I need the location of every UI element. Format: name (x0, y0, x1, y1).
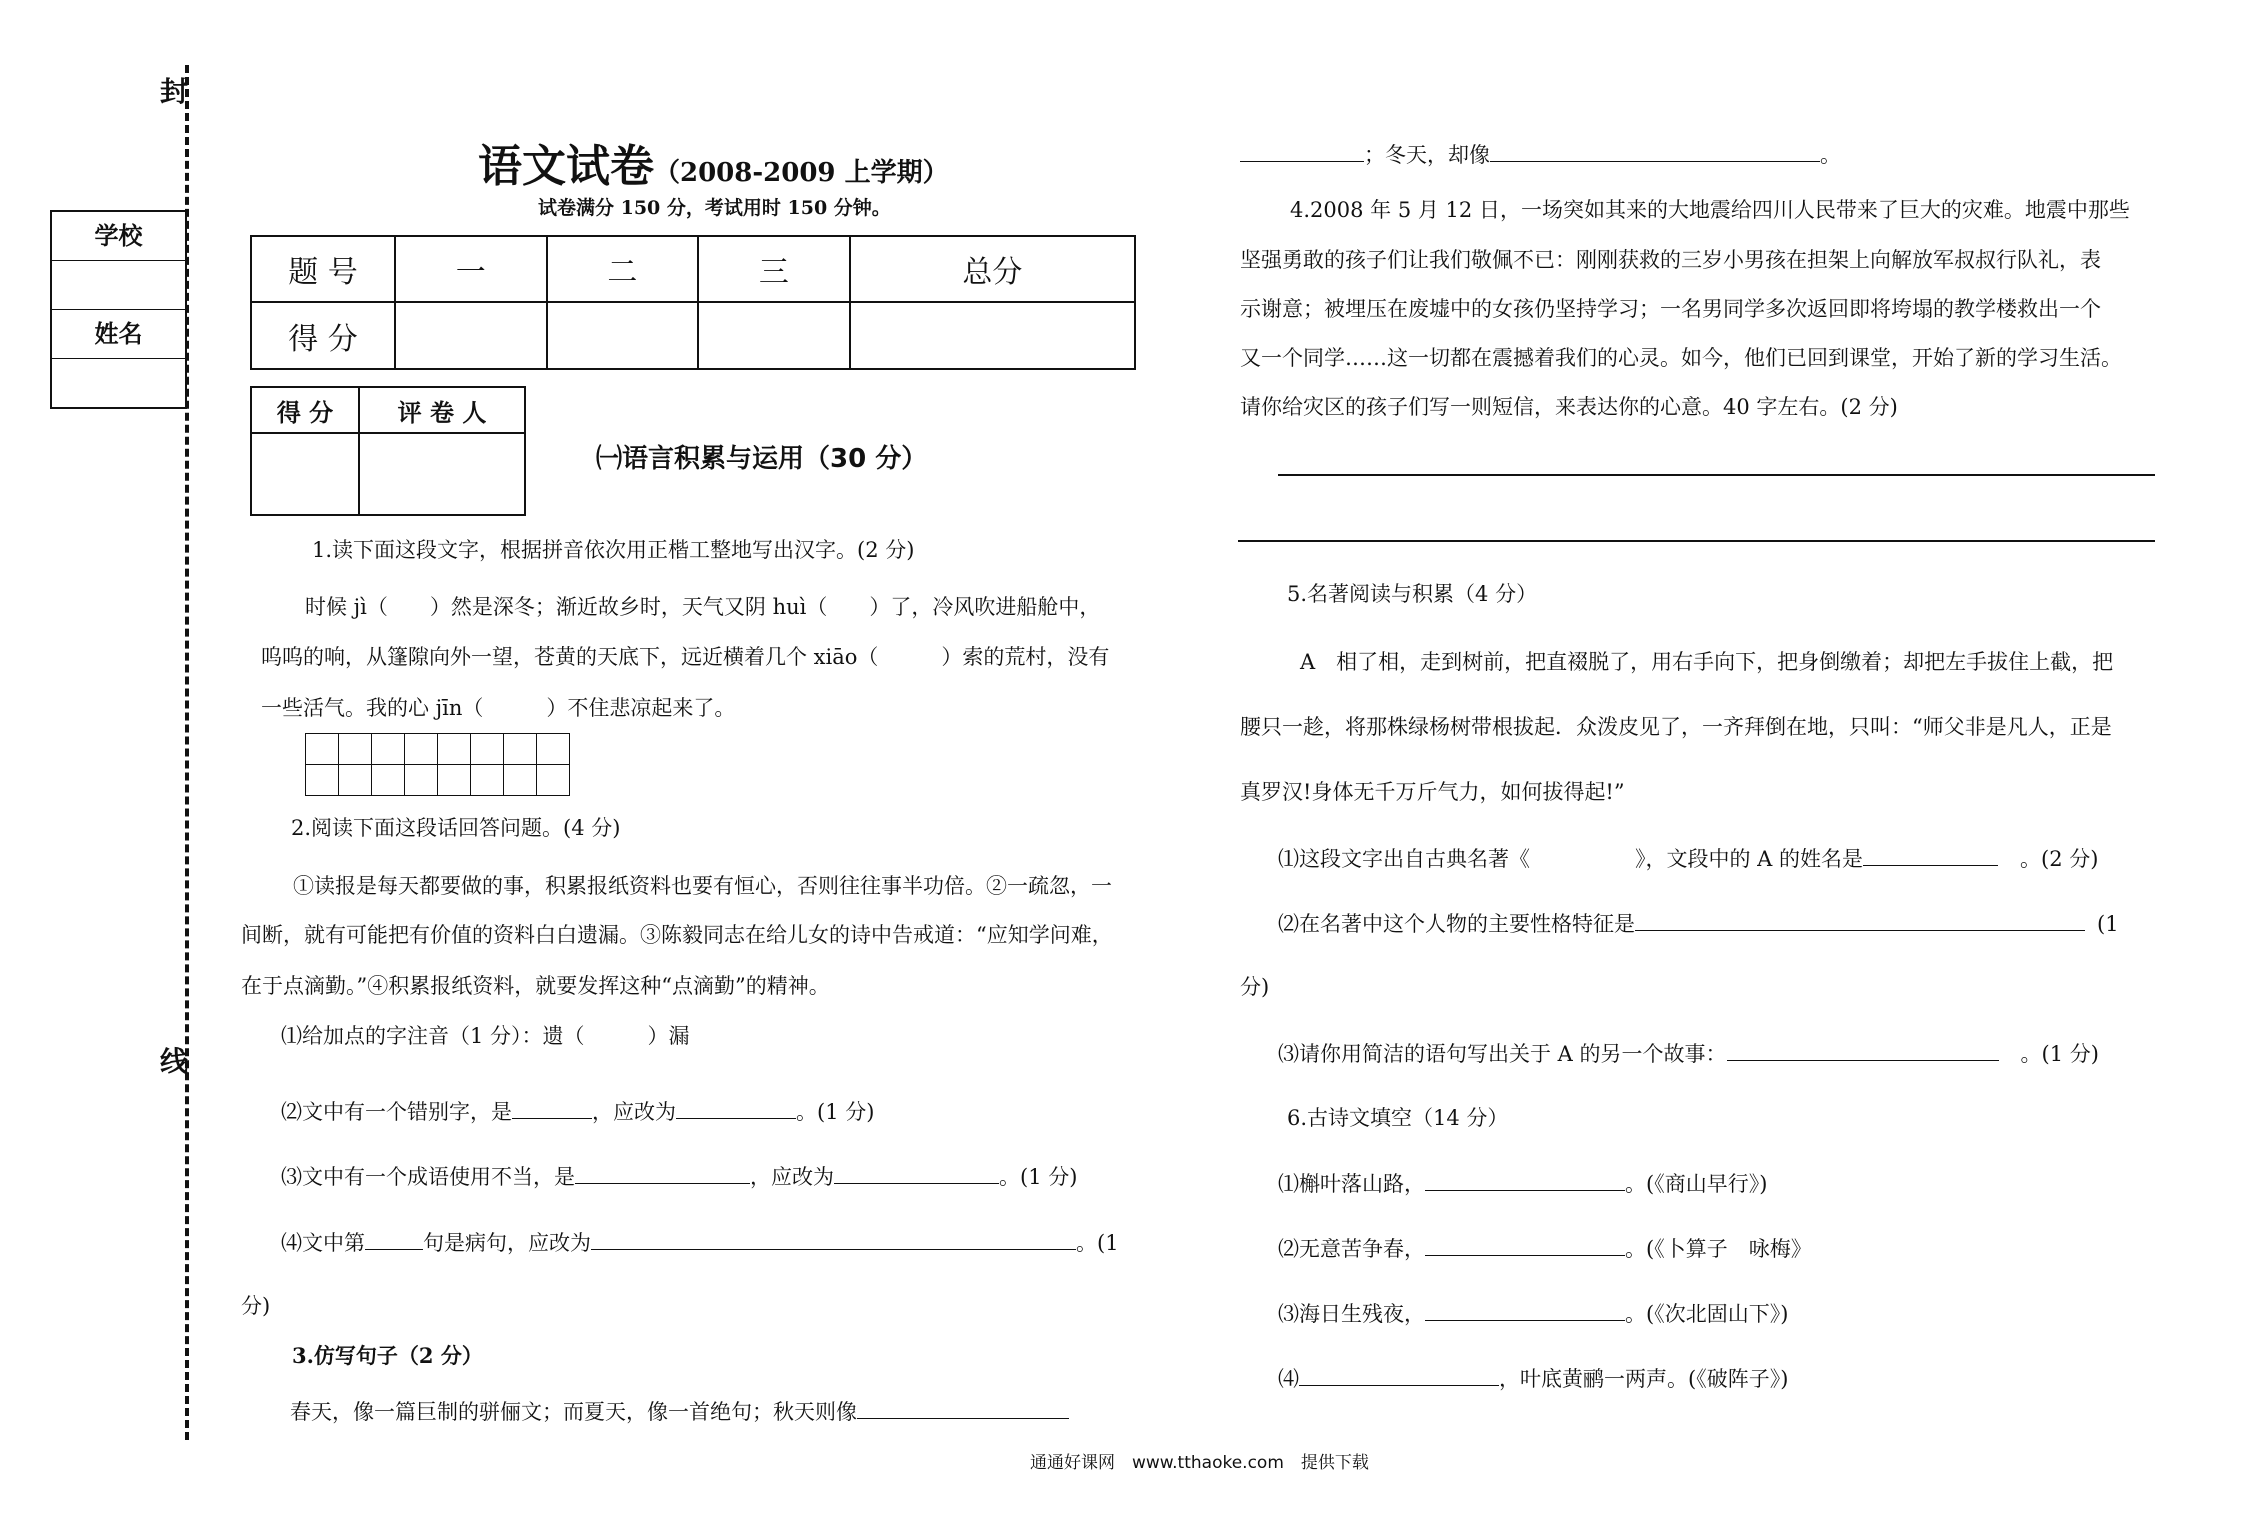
q5-sub3-text-a: ⑶请你用简洁的语句写出关于 A 的另一个故事： (1278, 1042, 1727, 1066)
q5-para3: 真罗汉!身体无千万斤气力，如何拔得起!” (1240, 780, 1625, 804)
q2-sub4-cont: 分) (241, 1294, 271, 1318)
title-sub: （2008-2009 上学期） (654, 158, 949, 188)
score-header-cell: 三 (698, 236, 850, 302)
score-cell[interactable] (395, 302, 547, 369)
q2-para2: 间断，就有可能把有价值的资料白白遗漏。③陈毅同志在给儿女的诗中告戒道：“应知学问难， (241, 923, 1113, 947)
q2-sub2-text-a: ⑵文中有一个错别字，是 (281, 1100, 512, 1124)
grader-score-label: 得 分 (251, 387, 359, 433)
q5-sub1-text-c: 。(2 分) (2020, 847, 2099, 871)
q5-sub2-cont: 分) (1240, 975, 1270, 999)
q2-sub3 (281, 1165, 1077, 1188)
q1-line2: 呜呜的响，从篷隙向外一望，苍黄的天底下，远近横着几个 xiāo（ ）索的荒村，没有 (261, 645, 1110, 669)
grader-score-cell[interactable] (251, 433, 359, 515)
q2-sub4-text-c: 。(1 (1076, 1231, 1119, 1255)
score-table (250, 235, 1136, 370)
q6-item1-text-b: 。(《商山早行》) (1625, 1172, 1768, 1196)
seal-char-bottom: 线 (160, 1045, 189, 1078)
q6-item2 (1278, 1237, 1812, 1260)
q5-character-blank[interactable] (1635, 912, 2085, 931)
q2-idiom-fix-blank[interactable] (834, 1165, 999, 1184)
student-info-box (50, 210, 187, 409)
q5-para1: A 相了相，走到树前，把直裰脱了，用右手向下，把身倒缴着；却把左手拔住上截，把 (1300, 650, 2114, 674)
q2-idiom-blank[interactable] (575, 1165, 750, 1184)
score-cell[interactable] (698, 302, 850, 369)
score-header-cell: 题 号 (251, 236, 395, 302)
q6-stem: 6.古诗文填空（14 分） (1287, 1106, 1509, 1130)
q3-line2-text-a: ；冬天，却像 (1364, 143, 1490, 167)
page-title (478, 130, 949, 194)
q4-line3: 示谢意；被埋压在废墟中的女孩仍坚持学习；一名男同学多次返回即将垮塌的教学楼救出一个 (1240, 297, 2101, 321)
q6-item1-text-a: ⑴槲叶落山路， (1278, 1172, 1425, 1196)
q5-sub2-text-b: (1 (2097, 912, 2119, 936)
q6-item4-text-b: ，叶底黄鹂一两声。(《破阵子》) (1499, 1367, 1789, 1391)
q3-autumn-blank-cont[interactable] (1240, 143, 1364, 162)
q4-line4: 又一个同学……这一切都在震撼着我们的心灵。如今，他们已回到课堂，开始了新的学习生活。 (1240, 346, 2122, 370)
q6-item4 (1278, 1367, 1788, 1390)
q4-line5: 请你给灾区的孩子们写一则短信，来表达你的心意。40 字左右。(2 分) (1240, 395, 1898, 419)
grader-table (250, 386, 526, 516)
exam-subtitle: 试卷满分 150 分，考试用时 150 分钟。 (538, 197, 891, 219)
q6-item4-blank[interactable] (1299, 1367, 1499, 1386)
q2-sub4-text-b: 句是病句，应改为 (423, 1231, 591, 1255)
q5-sub1-text-a: ⑴这段文字出自古典名著《 (1278, 847, 1530, 871)
q2-sub4-text-a: ⑷文中第 (281, 1231, 365, 1255)
q3-line1 (290, 1400, 1069, 1423)
q4-line1: 4.2008 年 5 月 12 日，一场突如其来的大地震给四川人民带来了巨大的灾难。地震中那些 (1290, 198, 2130, 222)
q6-item1 (1278, 1172, 1767, 1195)
q5-para2: 腰只一趁，将那株绿杨树带根拔起．众泼皮见了，一齐拜倒在地，只叫：“师父非是凡人，正是 (1240, 715, 2112, 739)
q1-stem: 1.读下面这段文字，根据拼音依次用正楷工整地写出汉字。(2 分) (312, 538, 915, 562)
q6-item2-text-a: ⑵无意苦争春， (1278, 1237, 1425, 1261)
q2-wrong-char-blank[interactable] (512, 1100, 592, 1119)
q3-line1-text: 春天，像一篇巨制的骈俪文；而夏天，像一首绝句；秋天则像 (290, 1400, 857, 1424)
q2-sub4 (281, 1231, 1119, 1254)
q5-sub1-text-b: 》，文段中的 A 的姓名是 (1635, 847, 1864, 871)
section1-title: ㈠语言积累与运用（30 分） (596, 444, 928, 474)
q3-line2 (1240, 143, 1841, 166)
q2-para3: 在于点滴勤。”④积累报纸资料，就要发挥这种“点滴勤”的精神。 (241, 974, 830, 998)
q5-sub2-text-a: ⑵在名著中这个人物的主要性格特征是 (1278, 912, 1635, 936)
q6-item3-text-a: ⑶海日生残夜， (1278, 1302, 1425, 1326)
q6-item3 (1278, 1302, 1788, 1325)
q6-item2-text-b: 。(《卜算子 咏梅》 (1625, 1237, 1812, 1261)
q3-autumn-blank[interactable] (857, 1400, 1069, 1419)
score-header-cell: 二 (547, 236, 699, 302)
q2-correct-char-blank[interactable] (676, 1100, 796, 1119)
q2-para1: ①读报是每天都要做的事，积累报纸资料也要有恒心，否则往往事半功倍。②一疏忽，一 (293, 874, 1112, 898)
q5-sub3-text-b: 。(1 分) (2020, 1042, 2099, 1066)
q6-item3-blank[interactable] (1425, 1302, 1625, 1321)
q5-name-blank[interactable] (1863, 847, 1998, 866)
footer-credit: 通通好课网 www.tthaoke.com 提供下载 (1030, 1453, 1369, 1473)
q2-sub2-text-c: 。(1 分) (796, 1100, 875, 1124)
score-cell[interactable] (547, 302, 699, 369)
title-main: 语文试卷 (478, 141, 654, 192)
q6-item4-text-a: ⑷ (1278, 1367, 1299, 1391)
q2-stem: 2.阅读下面这段话回答问题。(4 分) (291, 816, 621, 840)
name-label: 姓名 (52, 310, 185, 359)
q2-sub3-text-b: ，应改为 (750, 1165, 834, 1189)
q1-writing-grid[interactable] (305, 733, 570, 796)
name-field[interactable] (52, 359, 185, 407)
q4-answer-line-1[interactable] (1278, 474, 2155, 476)
q2-sub1: ⑴给加点的字注音（1 分）：遗（ ）漏 (281, 1024, 690, 1048)
q2-sub2 (281, 1100, 874, 1123)
q6-item3-text-b: 。(《次北固山下》) (1625, 1302, 1789, 1326)
q5-stem: 5.名著阅读与积累（4 分） (1287, 582, 1538, 606)
q5-sub1 (1278, 847, 2098, 870)
q2-sentence-no-blank[interactable] (365, 1231, 423, 1250)
q3-winter-blank[interactable] (1490, 143, 1820, 162)
q5-sub3 (1278, 1042, 2099, 1065)
q5-story-blank[interactable] (1727, 1042, 1999, 1061)
q1-line3: 一些活气。我的心 jīn（ ）不住悲凉起来了。 (261, 696, 736, 720)
q6-item1-blank[interactable] (1425, 1172, 1625, 1191)
seal-char-top: 封 (160, 75, 189, 108)
q2-sub3-text-a: ⑶文中有一个成语使用不当，是 (281, 1165, 575, 1189)
school-field[interactable] (52, 261, 185, 310)
q4-line2: 坚强勇敢的孩子们让我们敬佩不已：刚刚获救的三岁小男孩在担架上向解放军叔叔行队礼，表 (1240, 248, 2101, 272)
q5-sub2 (1278, 912, 2119, 935)
q4-answer-line-2[interactable] (1238, 540, 2155, 542)
score-header-cell: 总分 (850, 236, 1135, 302)
grader-name-cell[interactable] (359, 433, 525, 515)
score-cell[interactable] (850, 302, 1135, 369)
q2-sub3-text-c: 。(1 分) (999, 1165, 1078, 1189)
q2-sentence-fix-blank[interactable] (591, 1231, 1076, 1250)
q2-sub2-text-b: ，应改为 (592, 1100, 676, 1124)
q3-line2-text-b: 。 (1820, 143, 1841, 167)
school-label: 学校 (52, 212, 185, 261)
q3-stem: 3.仿写句子（2 分） (292, 1343, 483, 1368)
q1-line1: 时候 jì（ ）然是深冬；渐近故乡时，天气又阴 huì（ ）了，冷风吹进船舱中， (305, 595, 1101, 619)
q6-item2-blank[interactable] (1425, 1237, 1625, 1256)
score-row-label: 得 分 (251, 302, 395, 369)
score-header-cell: 一 (395, 236, 547, 302)
grader-name-label: 评 卷 人 (359, 387, 525, 433)
